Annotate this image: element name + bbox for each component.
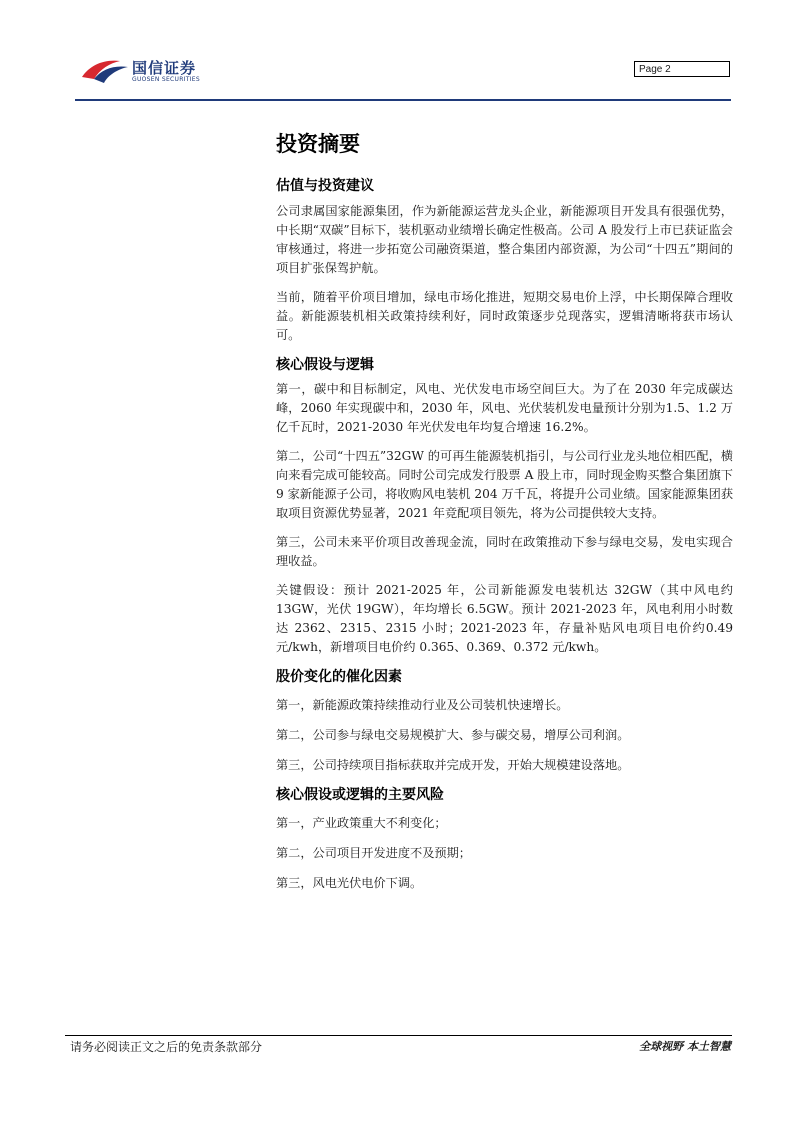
section-risks [276,785,733,893]
section-heading: 核心假设或逻辑的主要风险 [276,787,444,803]
section-core-assumptions [276,355,733,657]
paragraph: 第二，公司“十四五”32GW 的可再生能源装机指引，与公司行业龙头地位相匹配，横向来看完成可能较高。同时公司完成发行股票 A 股上市，同时现金购买整合集团旗下 9 家新能源子公司，将收购风电装机 204 万千瓦，将提升公司业绩。国家能源集团获取项目资源优势显著，2021 年竞配项目领先，将为公司提供较大支持。 [276,449,734,520]
section-heading: 核心假设与逻辑 [276,357,374,373]
brand-logo [80,55,210,87]
section-heading: 股价变化的催化因素 [276,669,402,685]
page-title: 投资摘要 [276,131,360,156]
paragraph: 关键假设：预计 2021-2025 年，公司新能源发电装机达 32GW（其中风电约13GW，光伏 19GW），年均增长 6.5GW。预计 2021-2023 年，风电利用小时数达 2362、2315、2315 小时；2021-2023 年，存量补贴风电项目电价约0.49 元/kwh，新增项目电价约 0.365、0.369、0.372 元/kwh。 [276,583,733,654]
footer-divider [65,1035,732,1036]
logo-mark-icon [80,55,130,85]
paragraph: 第一，产业政策重大不利变化； [276,816,447,830]
section-valuation [276,176,733,345]
paragraph: 第二，公司项目开发进度不及预期； [276,846,471,860]
paragraph: 第三，公司持续项目指标获取并完成开发，开始大规模建设落地。 [276,758,630,772]
section-heading: 估值与投资建议 [276,178,374,194]
paragraph: 当前，随着平价项目增加，绿电市场化推进，短期交易电价上浮，中长期保障合理收益。新能源装机相关政策持续利好，同时政策逐步兑现落实，逻辑清晰将获市场认可。 [276,290,733,342]
logo-chinese-name: 国信证券 [132,59,197,77]
footer-slogan: 全球视野 本土智慧 [639,1040,731,1053]
paragraph: 公司隶属国家能源集团，作为新能源运营龙头企业，新能源项目开发具有很强优势，中长期“双碳”目标下，装机驱动业绩增长确定性极高。公司 A 股发行上市已获证监会审核通过，将进一步拓宽公司融资渠道，整合集团内部资源，为公司“十四五”期间的项目扩张保驾护航。 [276,204,733,275]
paragraph: 第一，碳中和目标制定，风电、光伏发电市场空间巨大。为了在 2030 年完成碳达峰，2060 年实现碳中和，2030 年，风电、光伏装机发电量预计分别为1.5、1.2 万亿千瓦时，2021-2030 年光伏发电年均复合增速 16.2%。 [276,382,733,434]
paragraph: 第一，新能源政策持续推动行业及公司装机快速增长。 [276,698,569,712]
paragraph: 第二，公司参与绿电交易规模扩大、参与碳交易，增厚公司利润。 [276,728,630,742]
footer-disclaimer: 请务必阅读正文之后的免责条款部分 [70,1040,263,1054]
section-catalysts [276,667,733,775]
main-content [276,128,733,893]
logo-english-name: GUOSEN SECURITIES [132,76,201,83]
page-number-box: Page 2 [634,61,730,77]
paragraph: 第三，公司未来平价项目改善现金流，同时在政策推动下参与绿电交易，发电实现合理收益。 [276,535,733,568]
header-divider [75,99,731,101]
paragraph: 第三，风电光伏电价下调。 [276,876,423,890]
